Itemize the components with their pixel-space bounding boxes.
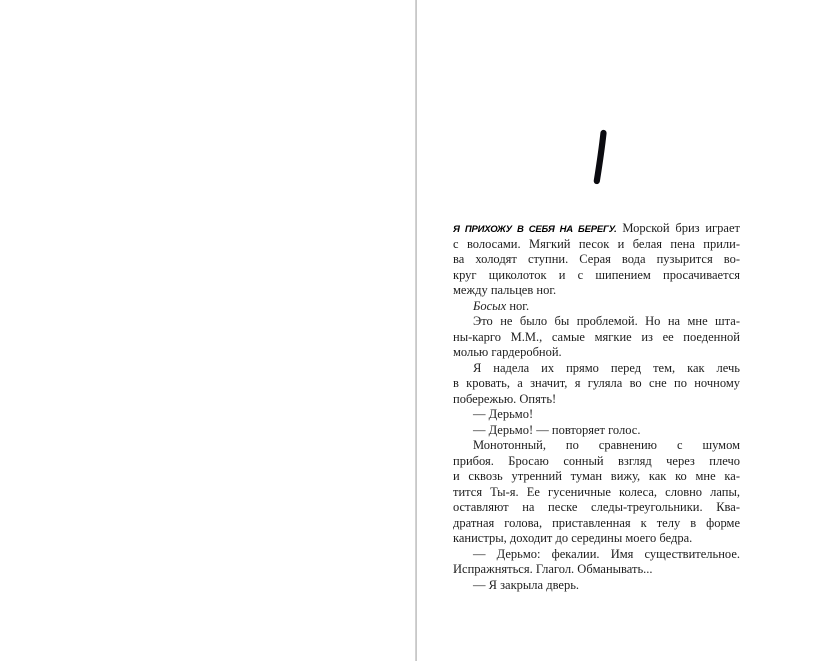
text-run: дратная голова, приставленная к телу в форме [453, 515, 740, 530]
text-line [453, 485, 740, 501]
chapter-opening-phrase: Я ПРИХОЖУ В СЕБЯ НА БЕРЕГУ. [453, 224, 617, 235]
text-run: круг щиколоток и с шипением просачивается [453, 267, 740, 282]
text-run: Монотонный, по сравнению с шумом [473, 438, 740, 452]
text-run: оставляют на песке следы-треугольники. Ква- [453, 500, 740, 514]
text-run: между пальцев ног. [453, 283, 557, 297]
text-line [453, 423, 740, 439]
text-run: в кровать, а значит, я гуляла во сне по ночному [453, 376, 740, 390]
text-run: — Я закрыла дверь. [473, 577, 580, 592]
text-run: ног. [506, 298, 530, 313]
text-line [453, 283, 740, 299]
text-line [453, 221, 740, 237]
text-line [453, 299, 740, 315]
text-run: тится Ты-я. Ее гусеничные колеса, словно лапы, [453, 484, 740, 499]
text-line [453, 376, 740, 392]
text-line [453, 531, 740, 547]
text-run: Я надела их прямо перед тем, как лечь [473, 360, 740, 375]
text-line [453, 314, 740, 330]
text-line [453, 330, 740, 346]
text-line [453, 454, 740, 470]
text-line [453, 407, 740, 423]
text-run: прибоя. Бросаю сонный взгляд через плечо [453, 453, 740, 468]
text-run: Морской бриз играет [616, 221, 740, 235]
text-line [453, 578, 740, 594]
text-run: молью гардеробной. [453, 345, 562, 359]
text-line [453, 469, 740, 485]
text-line [453, 500, 740, 516]
text-run-italic: Босых [473, 298, 507, 313]
chapter-number-glyph [590, 129, 610, 185]
text-line [453, 438, 740, 454]
text-run: ва холодят ступни. Серая вода пузырится во- [453, 252, 740, 266]
text-line [453, 562, 740, 578]
text-line [453, 547, 740, 563]
text-run: Это не было бы проблемой. Но на мне шта- [473, 314, 740, 328]
text-line [453, 268, 740, 284]
text-column [453, 221, 740, 593]
text-line [453, 361, 740, 377]
text-line [453, 392, 740, 408]
text-run: и сквозь утренний туман вижу, как ко мне ка- [453, 469, 740, 483]
text-run: — Дерьмо! [473, 407, 534, 421]
text-run: с волосами. Мягкий песок и белая пена прили- [453, 236, 740, 251]
text-run: ны-карго М.М., самые мягкие из ее поеденной [453, 329, 740, 344]
text-line [453, 516, 740, 532]
text-run: Испражняться. Глагол. Обманывать... [453, 562, 653, 576]
text-run: канистры, доходит до середины моего бедра. [453, 531, 693, 545]
text-run: побережью. Опять! [453, 391, 557, 406]
text-line [453, 345, 740, 361]
text-line [453, 252, 740, 268]
text-run: — Дерьмо: фекалии. Имя существительное. [473, 546, 740, 561]
text-line [453, 237, 740, 253]
text-run: — Дерьмо! — повторяет голос. [473, 422, 641, 437]
